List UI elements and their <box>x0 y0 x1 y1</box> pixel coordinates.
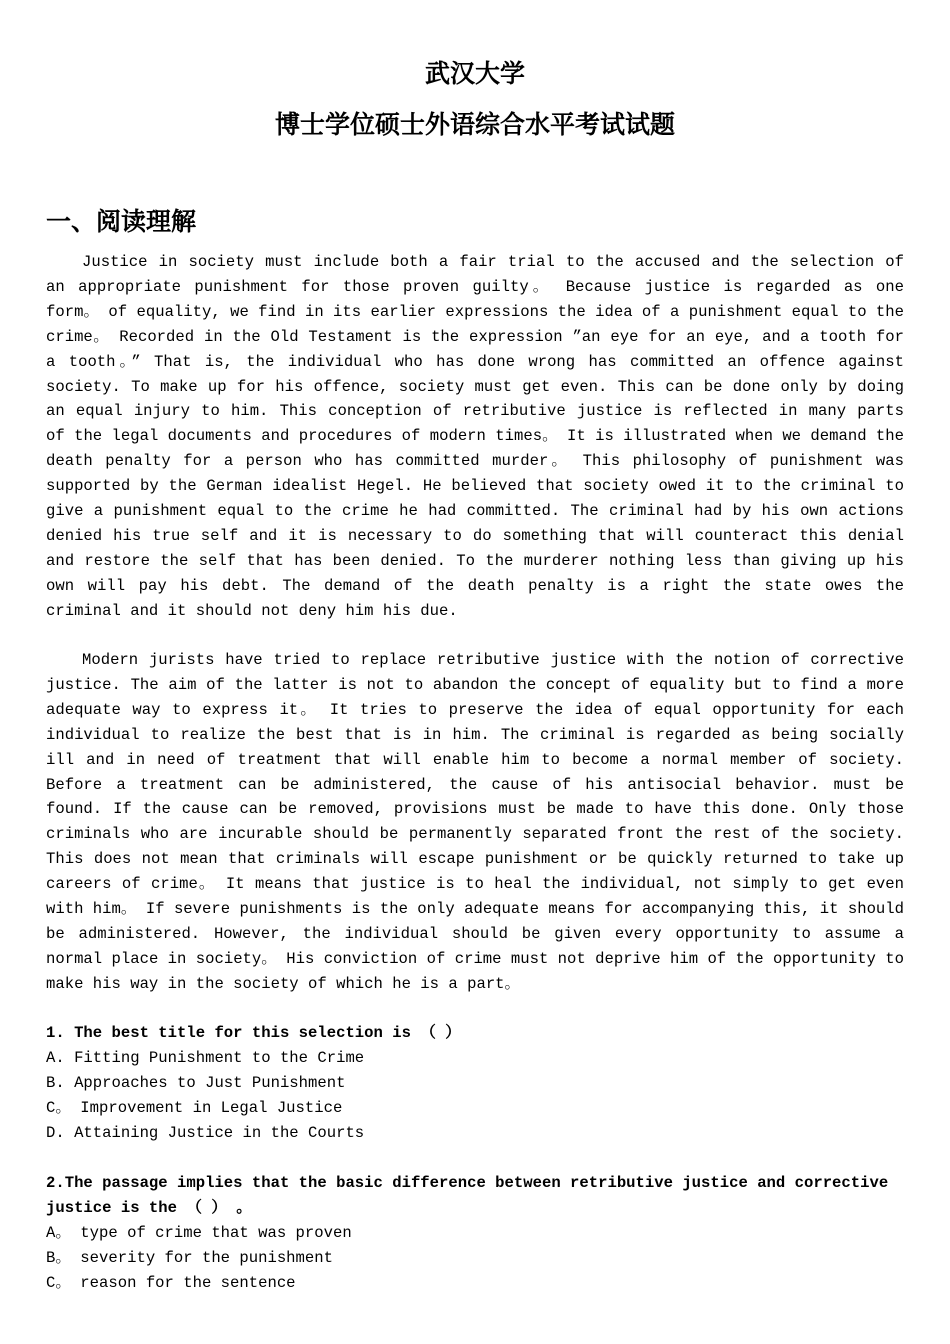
option-c: C。 Improvement in Legal Justice <box>46 1098 343 1117</box>
option-b: B. Approaches to Just Punishment <box>46 1073 346 1092</box>
option-d: D. Attaining Justice in the Courts <box>46 1123 365 1142</box>
section-heading: 一、阅读理解 <box>46 207 197 236</box>
option-b: B。 severity for the punishment <box>46 1248 333 1267</box>
university-title: 武汉大学 <box>424 59 525 88</box>
question-stem: 2.The passage implies that the basic difference between retributive justice and corrective justice is the （ ） 。 <box>46 1174 898 1217</box>
option-a: A。 type of crime that was proven <box>46 1223 352 1242</box>
exam-title: 博士学位硕士外语综合水平考试试题 <box>274 110 675 139</box>
option-c: C。 reason for the sentence <box>46 1273 296 1292</box>
question-1 <box>46 1021 906 1146</box>
passage-paragraph-2: Modern jurists have tried to replace retributive justice with the notion of corrective justice. The aim of the latter is not to abandon the concept of equality but to find a more adequate way to express it。 It tries to preserve the idea of equal opportunity for each individual to realize the best that is in him. The criminal is regarded as being socially ill and in need of treatment that will enable him to become a normal member of society. Before a treatment can be administered, the cause of his antisocial behavior. must be found. If the cause can be removed, provisions must be made to have this done. Only those criminals who are incurable should be permanently separated front the rest of the society. This does not mean that criminals will escape punishment or be quickly returned to take up careers of crime。 It means that justice is to heal the individual, not simply to get even with him。 If severe punishments is the only adequate means for accompanying this, it should be administered. However, the individual should be given every opportunity to assume a normal place in society。 His conviction of crime must not deprive him of the opportunity to make his way in the society of which he is a part。 <box>46 651 904 993</box>
question-stem: 1. The best title for this selection is （ ） <box>46 1024 461 1042</box>
option-a: A. Fitting Punishment to the Crime <box>46 1048 365 1067</box>
question-2 <box>46 1171 906 1296</box>
passage-paragraph-1: Justice in society must include both a fair trial to the accused and the selection of an appropriate punishment for those proven guilty。 Because justice is regarded as one form。 of equality, we find in its earlier expressions the idea of a punishment equal to the crime。 Recorded in the Old Testament is the expression ”an eye for an eye, and a tooth for a tooth。” That is, the individual who has done wrong has committed an offence against society. To make up for his offence, society must get even. This can be done only by doing an equal injury to him. This conception of retributive justice is reflected in many parts of the legal documents and procedures of modern times。 It is illustrated when we demand the death penalty for a person who has committed murder。 This philosophy of punishment was supported by the German idealist Hegel. He believed that society owed it to the criminal to give a punishment equal to the crime he had committed. The criminal had by his own actions denied his true self and it is necessary to do something that will counteract this denial and restore the self that has been denied. To the murderer nothing less than giving up his own will pay his debt. The demand of the death penalty is a right the state owes the criminal and it should not deny him his due. <box>46 253 904 620</box>
